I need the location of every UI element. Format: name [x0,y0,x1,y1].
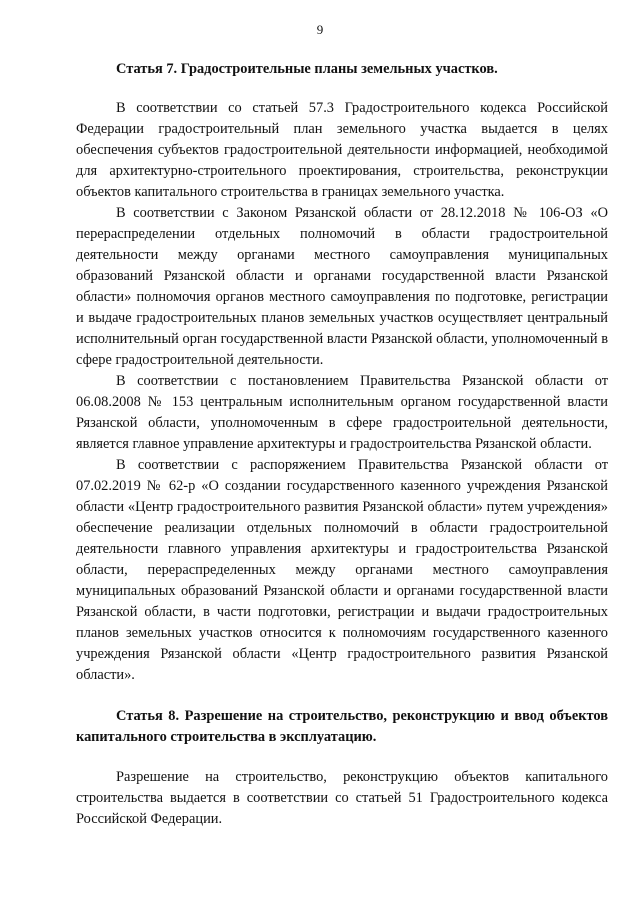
article-8-heading: Статья 8. Разрешение на строительство, реконструкцию и ввод объектов капитального строительства в эксплуатацию. [76,708,608,745]
article-7-paragraph-2: В соответствии с Законом Рязанской области от 28.12.2018 № 106-ОЗ «О перераспределении отдельных полномочий в области градостроительной деятельности между органами местного самоуправления муниципальных образований Рязанской области и органами государственной власти Рязанской области» полномочия органов местного самоуправления по подготовке, регистрации и выдаче градостроительных планов земельных участков осуществляет центральный исполнительный орган государственной власти Рязанской области, уполномоченный в сфере градостроительной деятельности. [76,205,608,368]
article-7-paragraph-4: В соответствии с распоряжением Правительства Рязанской области от 07.02.2019 № 62-р «О создании государственного казенного учреждения Рязанской области «Центр градостроительного развития Рязанской области» путем учреждения» обеспечение реализации отдельных полномочий в области градостроительной деятельности главного управления архитектуры и градостроительства Рязанской области, перераспределенных между органами местного самоуправления муниципальных образований Рязанской области и органами государственной власти Рязанской области, в части подготовки, регистрации и выдачи градостроительных планов земельных участков относится к полномочиям государственного казенного учреждения Рязанской области «Центр градостроительного развития Рязанской области». [76,457,608,683]
document-body [76,59,608,830]
article-8-paragraph-1: Разрешение на строительство, реконструкцию объектов капитального строительства выдается в соответствии со статьей 51 Градостроительного кодекса Российской Федерации. [76,769,608,827]
page-number: 9 [316,22,324,37]
article-7-paragraph-3: В соответствии с постановлением Правительства Рязанской области от 06.08.2008 № 153 центральным исполнительным органом государственной власти Рязанской области, уполномоченным в сфере градостроительной деятельности, является главное управление архитектуры и градостроительства Рязанской области. [76,373,608,452]
article-7-heading: Статья 7. Градостроительные планы земельных участков. [116,61,498,77]
article-7-paragraph-1: В соответствии со статьей 57.3 Градостроительного кодекса Российской Федерации градостроительный план земельного участка выдается в целях обеспечения субъектов градостроительной деятельности информацией, необходимой для архитектурно-строительного проектирования, строительства, реконструкции объектов капитального строительства в границах земельного участка. [76,100,608,200]
